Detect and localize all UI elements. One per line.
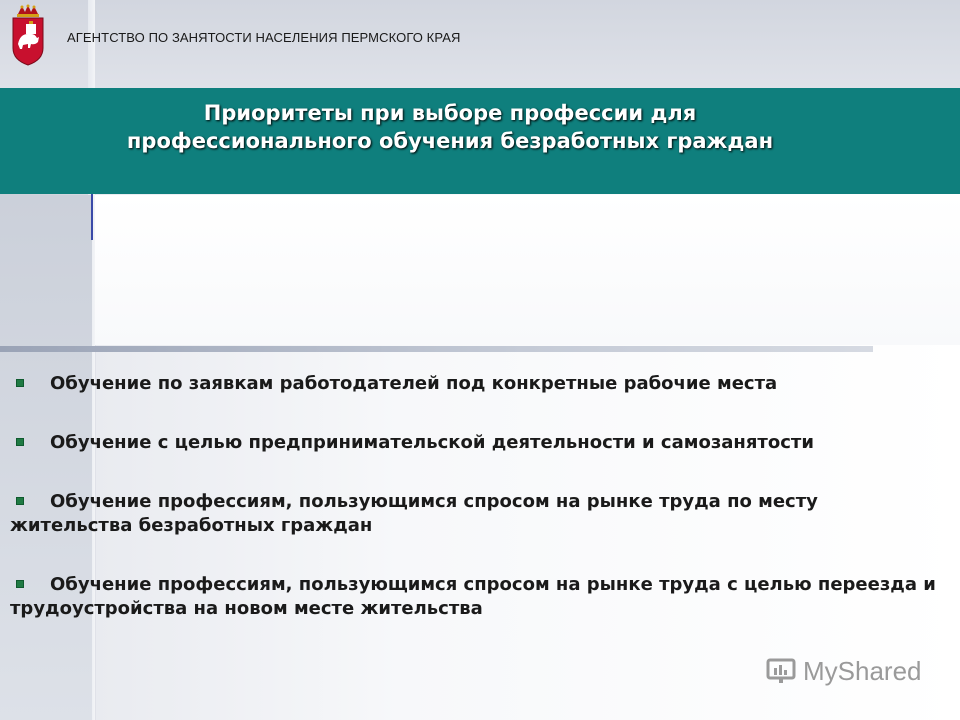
watermark-text: MyShared <box>803 655 922 686</box>
agency-name: АГЕНТСТВО ПО ЗАНЯТОСТИ НАСЕЛЕНИЯ ПЕРМСКОГО КРАЯ <box>67 30 461 45</box>
square-bullet-icon <box>16 438 24 446</box>
square-bullet-icon <box>16 379 24 387</box>
list-item-text: Обучение профессиям, пользующимся спросом на рынке труда по месту жительства безработных граждан <box>10 491 818 536</box>
square-bullet-icon <box>16 497 24 505</box>
watermark <box>765 655 922 687</box>
list-item <box>0 573 940 621</box>
list-item-text: Обучение с целью предпринимательской деятельности и самозанятости <box>50 432 814 453</box>
myshared-logo-icon <box>765 655 797 687</box>
list-item <box>0 372 940 396</box>
slide-title: Приоритеты при выборе профессии для профессионального обучения безработных граждан <box>126 101 774 153</box>
list-item-text: Обучение по заявкам работодателей под конкретные рабочие места <box>50 373 778 394</box>
list-item <box>0 490 940 538</box>
perm-krai-coat-of-arms-icon <box>10 4 46 66</box>
square-bullet-icon <box>16 580 24 588</box>
header-band <box>0 0 960 90</box>
accent-line <box>91 190 93 240</box>
content-upper-area <box>95 195 960 345</box>
divider-bar <box>0 346 873 352</box>
list-item-text: Обучение профессиям, пользующимся спросом на рынке труда с целью переезда и трудоустройства на новом месте жительства <box>10 574 936 619</box>
priority-list <box>0 372 940 656</box>
list-item <box>0 431 940 455</box>
